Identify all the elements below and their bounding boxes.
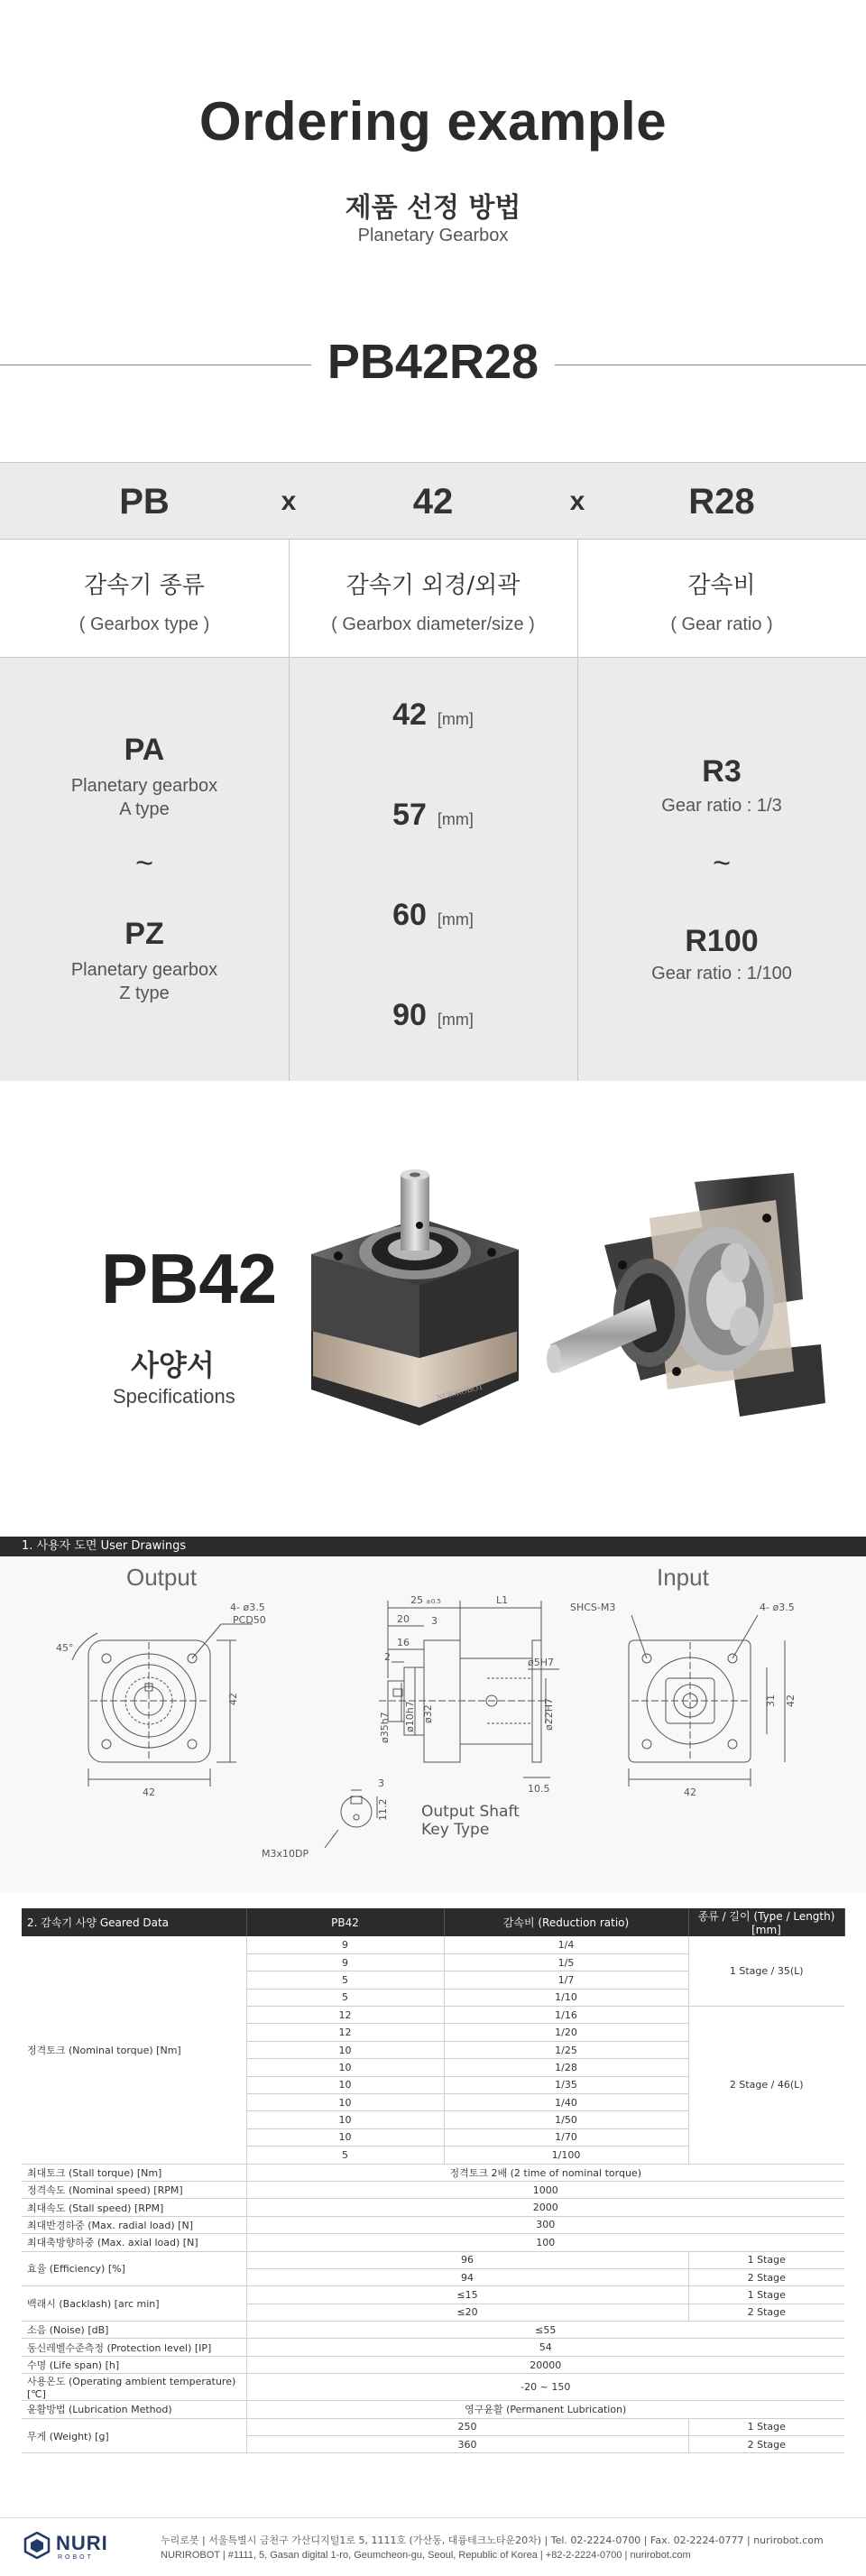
dimension-label: 2: [384, 1651, 391, 1663]
dimension-label: ø32: [422, 1704, 434, 1723]
spec-table: [22, 1908, 845, 2453]
ratio-value: 1/25: [444, 2041, 688, 2058]
column-header-ko: 감속기 종류: [84, 572, 205, 599]
spec-label: 최대속도 (Stall speed) [RPM]: [22, 2199, 246, 2216]
ratio-desc: Gear ratio : 1/100: [651, 964, 792, 983]
dimension-label: 3: [431, 1615, 438, 1627]
technical-drawing: [0, 1588, 866, 1895]
code-separator: x: [569, 486, 585, 516]
type-desc: A type: [119, 799, 170, 819]
code-separator: x: [281, 486, 297, 516]
range-tilde: ~: [713, 846, 731, 881]
torque-value: 10: [246, 2094, 444, 2111]
dimension-label: 4- ø3.5: [760, 1602, 795, 1613]
spec-label: 정격토크 (Nominal torque) [Nm]: [22, 1936, 246, 2164]
dimension-label: ø22H7: [543, 1698, 555, 1731]
ratio-value: 1/7: [444, 1971, 688, 1989]
spec-label: 수명 (Life span) [h]: [22, 2356, 246, 2373]
size-unit: [mm]: [437, 1011, 474, 1029]
table-row: [22, 2181, 844, 2198]
dimension-label: L1: [496, 1594, 509, 1606]
column-header-en: ( Gear ratio ): [670, 614, 773, 634]
type-desc: Planetary gearbox: [70, 776, 218, 796]
spec-label: 최대축방향하중 (Max. axial load) [N]: [22, 2234, 246, 2251]
dimension-label: 42: [227, 1693, 239, 1705]
code-type: PB: [119, 482, 170, 522]
logo-subtext: ROBOT: [58, 2554, 94, 2561]
gearbox-photo-cutaway: [541, 1164, 839, 1444]
spec-value: 2000: [246, 2199, 844, 2216]
spec-label: 윤활방법 (Lubrication Method): [22, 2401, 246, 2418]
table-row: [22, 2339, 844, 2356]
dimension-label: 25: [410, 1594, 423, 1606]
ratio-value: 1/50: [444, 2111, 688, 2128]
spec-value: 54: [246, 2339, 844, 2356]
spec-table-header: PB42: [246, 1908, 444, 1936]
spec-label: 무게 (Weight) [g]: [22, 2418, 246, 2453]
spec-value: -20 ~ 150: [246, 2374, 844, 2401]
size-option: [289, 898, 577, 933]
spec-label: 최대토크 (Stall torque) [Nm]: [22, 2164, 246, 2181]
key-title: Output Shaft: [421, 1803, 520, 1821]
torque-value: 10: [246, 2076, 444, 2093]
dimension-label: 20: [397, 1613, 410, 1625]
type-code-last: PZ: [124, 917, 164, 951]
stage-label: 2 Stage: [688, 2304, 844, 2321]
spec-table-header: 종류 / 길이 (Type / Length) [mm]: [688, 1908, 844, 1936]
torque-value: 5: [246, 2147, 444, 2164]
engraving-text: NURIROBOT: [436, 1381, 484, 1402]
ratio-value: 1/28: [444, 2059, 688, 2076]
spec-label: 최대반경하중 (Max. radial load) [N]: [22, 2216, 246, 2233]
stage-length: 2 Stage / 46(L): [688, 2007, 844, 2165]
table-row: [22, 2322, 844, 2339]
ratio-value: 1/35: [444, 2076, 688, 2093]
key-title: Key Type: [421, 1821, 490, 1839]
column-headers: [0, 540, 866, 657]
torque-value: 12: [246, 2024, 444, 2041]
spec-value: 1000: [246, 2181, 844, 2198]
dimension-label: 16: [397, 1637, 410, 1648]
table-row: [22, 2401, 844, 2418]
torque-value: 5: [246, 1989, 444, 2006]
stage-label: 1 Stage: [688, 2418, 844, 2435]
spec-label: 사용온도 (Operating ambient temperature) [℃]: [22, 2374, 246, 2401]
size-option: [289, 998, 577, 1033]
table-row: [22, 2216, 844, 2233]
size-value: 90: [392, 998, 427, 1032]
ratio-value: 1/100: [444, 2147, 688, 2164]
page-subtitle-en: Planetary Gearbox: [357, 226, 509, 245]
size-unit: [mm]: [437, 710, 474, 728]
dimension-label: ø5H7: [528, 1657, 554, 1668]
type-desc: Z type: [119, 983, 170, 1003]
spec-label: 백래시 (Backlash) [arc min]: [22, 2286, 246, 2322]
stage-label: 1 Stage: [688, 2286, 844, 2304]
ratio-value: 1/10: [444, 1989, 688, 2006]
page-subtitle-ko: 제품 선정 방법: [345, 192, 521, 224]
spec-value: 100: [246, 2234, 844, 2251]
column-header-ko: 감속기 외경/외곽: [345, 572, 521, 599]
range-tilde: ~: [135, 846, 153, 881]
nuri-logo-icon: [23, 2532, 51, 2559]
ratio-value: 1/5: [444, 1953, 688, 1971]
code-size: 42: [412, 482, 454, 522]
torque-value: 5: [246, 1971, 444, 1989]
dimension-label: 42: [684, 1787, 696, 1798]
spec-value: 300: [246, 2216, 844, 2233]
product-label-ko: 사양서: [131, 1348, 215, 1382]
ratio-value: 1/20: [444, 2024, 688, 2041]
torque-value: 9: [246, 1953, 444, 1971]
column-header-en: ( Gearbox diameter/size ): [331, 614, 535, 634]
dimension-label: ±0.5: [426, 1598, 441, 1605]
dimension-label: 31: [765, 1694, 777, 1707]
spec-table-header: 감속비 (Reduction ratio): [444, 1908, 688, 1936]
spec-value: 94: [246, 2268, 688, 2285]
page-title: Ordering example: [198, 91, 668, 152]
dimension-label: PCD50: [233, 1614, 266, 1626]
size-unit: [mm]: [437, 810, 474, 828]
dimension-label: ø35h7: [379, 1712, 391, 1743]
spec-value: 250: [246, 2418, 688, 2435]
spec-label: 정격속도 (Nominal speed) [RPM]: [22, 2181, 246, 2198]
column-header-en: ( Gearbox type ): [78, 614, 210, 634]
dimension-label: ø10h7: [404, 1701, 416, 1732]
product-label-en: Specifications: [113, 1385, 235, 1408]
spec-value: 정격토크 2배 (2 time of nominal torque): [246, 2164, 844, 2181]
dimension-label: 11.2: [377, 1798, 389, 1821]
spec-label: 동신레벨수준측정 (Protection level) [IP]: [22, 2339, 246, 2356]
size-option: [289, 697, 577, 733]
spec-value: 영구윤활 (Permanent Lubrication): [246, 2401, 844, 2418]
product-model: PB42: [101, 1239, 278, 1318]
table-row: [22, 2286, 844, 2304]
ratio-value: 1/16: [444, 2007, 688, 2024]
logo-text: NURI: [56, 2532, 108, 2554]
stage-length: 1 Stage / 35(L): [688, 1936, 844, 2007]
column-header-type: [0, 540, 289, 657]
spec-value: 96: [246, 2251, 688, 2268]
spec-value: 360: [246, 2436, 688, 2453]
gearbox-photo-front: [293, 1155, 537, 1453]
ratio-code-last: R100: [685, 924, 759, 958]
spec-value: ≤15: [246, 2286, 688, 2304]
type-code-first: PA: [124, 733, 165, 767]
size-value: 42: [392, 697, 427, 732]
ratio-code-first: R3: [702, 754, 742, 789]
table-row: [22, 2234, 844, 2251]
code-ratio: R28: [688, 482, 755, 522]
table-row: [22, 2356, 844, 2373]
dimension-label: 10.5: [528, 1783, 550, 1795]
spec-value: 20000: [246, 2356, 844, 2373]
model-code: PB42R28: [311, 334, 555, 390]
dimension-label: SHCS-M3: [570, 1602, 616, 1613]
ratio-value: 1/40: [444, 2094, 688, 2111]
ratio-desc: Gear ratio : 1/3: [661, 796, 782, 816]
footer-address-en: NURIROBOT | #1111, 5, Gasan digital 1-ro, Geumcheon-gu, Seoul, Republic of Korea | +82-2-2224-0700 | nurirobot.com: [161, 2550, 691, 2561]
torque-value: 10: [246, 2111, 444, 2128]
table-row: [22, 2374, 844, 2401]
stage-label: 2 Stage: [688, 2436, 844, 2453]
spec-label: 소음 (Noise) [dB]: [22, 2322, 246, 2339]
dimension-label: 42: [785, 1694, 797, 1707]
footer-address-ko: 누리로봇 | 서울특별시 금천구 가산디지털1로 5, 1111호 (가산동, 대륭테크노타운20차) | Tel. 02-2224-0700 | Fax. 02-2224-0777 | nurirobot.com: [161, 2534, 824, 2546]
size-unit: [mm]: [437, 910, 474, 928]
torque-value: 10: [246, 2059, 444, 2076]
section-title-drawings: 1. 사용자 도면 User Drawings: [0, 1537, 866, 1556]
spec-table-header: 2. 감속기 사양 Geared Data: [22, 1908, 246, 1936]
column-header-size: [289, 540, 577, 657]
dimension-label: 45°: [56, 1642, 74, 1654]
table-row: [22, 2199, 844, 2216]
column-header-ko: 감속비: [687, 572, 756, 599]
torque-value: 10: [246, 2041, 444, 2058]
spec-value: ≤55: [246, 2322, 844, 2339]
stage-label: 1 Stage: [688, 2251, 844, 2268]
spec-label: 효율 (Efficiency) [%]: [22, 2251, 246, 2286]
size-value: 60: [392, 898, 427, 932]
output-label: Output: [126, 1564, 198, 1591]
dimension-label: 42: [143, 1787, 155, 1798]
torque-value: 12: [246, 2007, 444, 2024]
torque-value: 9: [246, 1936, 444, 1953]
table-row: [22, 2164, 844, 2181]
dimension-label: 3: [378, 1777, 384, 1789]
spec-value: ≤20: [246, 2304, 688, 2321]
table-row: [22, 1936, 844, 1953]
code-row: [0, 462, 866, 540]
dimension-label: 4- ø3.5: [230, 1602, 265, 1613]
dimension-label: M3x10DP: [262, 1848, 309, 1860]
stage-label: 2 Stage: [688, 2268, 844, 2285]
table-row: [22, 2251, 844, 2268]
input-label: Input: [657, 1564, 709, 1591]
type-desc: Planetary gearbox: [70, 960, 218, 980]
ratio-value: 1/4: [444, 1936, 688, 1953]
table-row: [22, 2418, 844, 2435]
size-value: 57: [392, 798, 427, 832]
size-option: [289, 798, 577, 833]
column-header-ratio: [577, 540, 866, 657]
torque-value: 10: [246, 2128, 444, 2146]
ratio-value: 1/70: [444, 2128, 688, 2146]
